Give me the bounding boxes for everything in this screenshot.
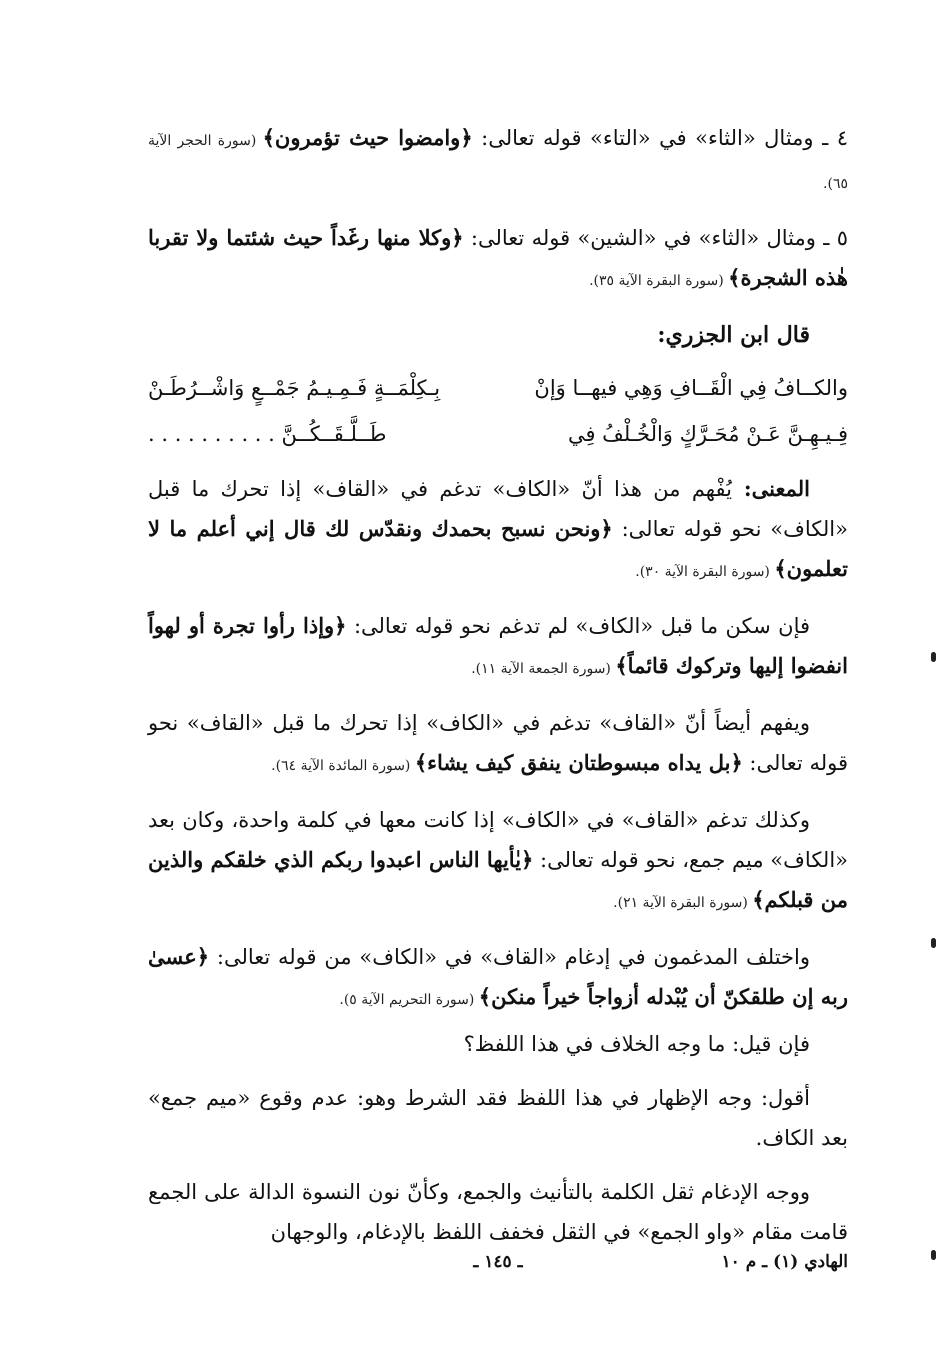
paragraph-text: ويفهم أيضاً أنّ «القاف» تدغم في «الكاف» إذا تحرك ما قبل «القاف» نحو قوله تعالى: [148, 711, 848, 775]
section-heading: قال ابن الجزري: [657, 322, 810, 348]
surah-reference: (سورة البقرة الآية ٣٠). [635, 564, 775, 580]
paragraph-text: ٤ ـ ومثال «الثاء» في «التاء» قوله تعالى: [472, 126, 848, 150]
scan-edge-mark [931, 652, 936, 662]
paragraph-disagreement [148, 937, 848, 1020]
paragraph-idgham-reason: ووجه الإدغام ثقل الكلمة بالتأنيث والجمع، وكأنّ نون النسوة الدالة على الجمع قامت مقام «واو الجمع» في الثقل فخفف اللفظ بالإدغام، والوجهان [148, 1180, 848, 1244]
paragraph-meaning [148, 469, 848, 592]
paragraph-example-4 [148, 118, 848, 204]
paragraph-text: وكذلك تدغم «القاف» في «الكاف» إذا كانت معها في كلمة واحدة، وكان بعد «الكاف» ميم جمع، نحو قوله تعالى: [148, 808, 848, 872]
page-body [148, 118, 848, 1266]
paragraph-text: يُفْهم من هذا أنّ «الكاف» تدغم في «القاف» إذا تحرك ما قبل «الكاف» نحو قوله تعالى: [148, 477, 848, 541]
page-number: ـ ١٤٥ ـ [473, 1252, 523, 1272]
paragraph-lead: المعنى: [731, 476, 810, 501]
surah-reference: (سورة البقرة الآية ٣٥). [589, 273, 729, 289]
surah-reference: (سورة الجمعة الآية ١١). [471, 661, 616, 677]
paragraph-question: فإن قيل: ما وجه الخلاف في هذا اللفظ؟ [463, 1032, 810, 1056]
scan-edge-mark [931, 938, 936, 948]
page-footer [148, 1252, 848, 1272]
book-signature: الهادي (١) ـ م ١٠ [721, 1252, 848, 1272]
poem-verse-2 [148, 411, 848, 457]
poem-verse-1 [148, 365, 848, 411]
paragraph-text: فإن سكن ما قبل «الكاف» لم تدغم نحو قوله تعالى: [346, 614, 811, 638]
quran-quote: ﴿بل يداه مبسوطتان ينفق كيف يشاء﴾ [414, 750, 743, 775]
surah-reference: (سورة الحجر الآية ٦٥). [148, 133, 848, 192]
quran-quote: ﴿يٰأيها الناس اعبدوا ربكم الذي خلقكم والذين من قبلكم﴾ [148, 847, 848, 912]
surah-reference: (سورة المائدة الآية ٦٤). [271, 758, 415, 774]
quran-quote: ﴿ونحن نسبح بحمدك ونقدّس لك قال إني أعلم ما لا تعلمون﴾ [148, 516, 848, 581]
quran-quote: ﴿عسىٰ ربه إن طلقكنّ أن يُبْدله أزواجاً خيراً منكن﴾ [148, 944, 848, 1009]
verse-hemistich-right: فِـيـهِـنَّ عَـنْ مُحَـرَّكٍ وَالْخُـلْفُ فِي [567, 422, 848, 446]
quran-quote: ﴿وامضوا حيث تؤمرون﴾ [262, 125, 473, 150]
scan-edge-mark [931, 1250, 936, 1260]
paragraph-qaf-in-kaf [148, 703, 848, 786]
surah-reference: (سورة البقرة الآية ٢١). [613, 895, 753, 911]
paragraph-text: ٥ ـ ومثال «الثاء» في «الشين» قوله تعالى: [463, 226, 848, 250]
paragraph-text: واختلف المدغمون في إدغام «القاف» في «الكاف» من قوله تعالى: [209, 945, 810, 969]
quran-quote: ﴿وإذا رأوا تجرة أو لهواً انفضوا إليها وتركوك قائماً﴾ [148, 613, 848, 678]
paragraph-example-5 [148, 218, 848, 301]
paragraph-same-word [148, 800, 848, 923]
paragraph-answer: أقول: وجه الإظهار في هذا اللفظ فقد الشرط وهو: عدم وقوع «ميم جمع» بعد الكاف. [148, 1086, 848, 1150]
verse-hemistich-right: والكــافُ فِي الْقَــافِ وَهِي فيهــا وَإنْ [534, 376, 848, 400]
surah-reference: (سورة التحريم الآية ٥). [339, 992, 479, 1008]
quran-quote: ﴿وكلا منها رغَداً حيث شئتما ولا تقربا هٰذه الشجرة﴾ [148, 225, 848, 290]
verse-hemistich-left: بِـكِلْمَــةٍ فَـمِـيـمُ جَمْــعٍ وَاشْــرُطَـنْ [148, 376, 441, 400]
paragraph-sukun [148, 606, 848, 689]
verse-hemistich-left: طَــلَّـقَــكُــنَّ . . . . . . . . . . [148, 422, 387, 446]
